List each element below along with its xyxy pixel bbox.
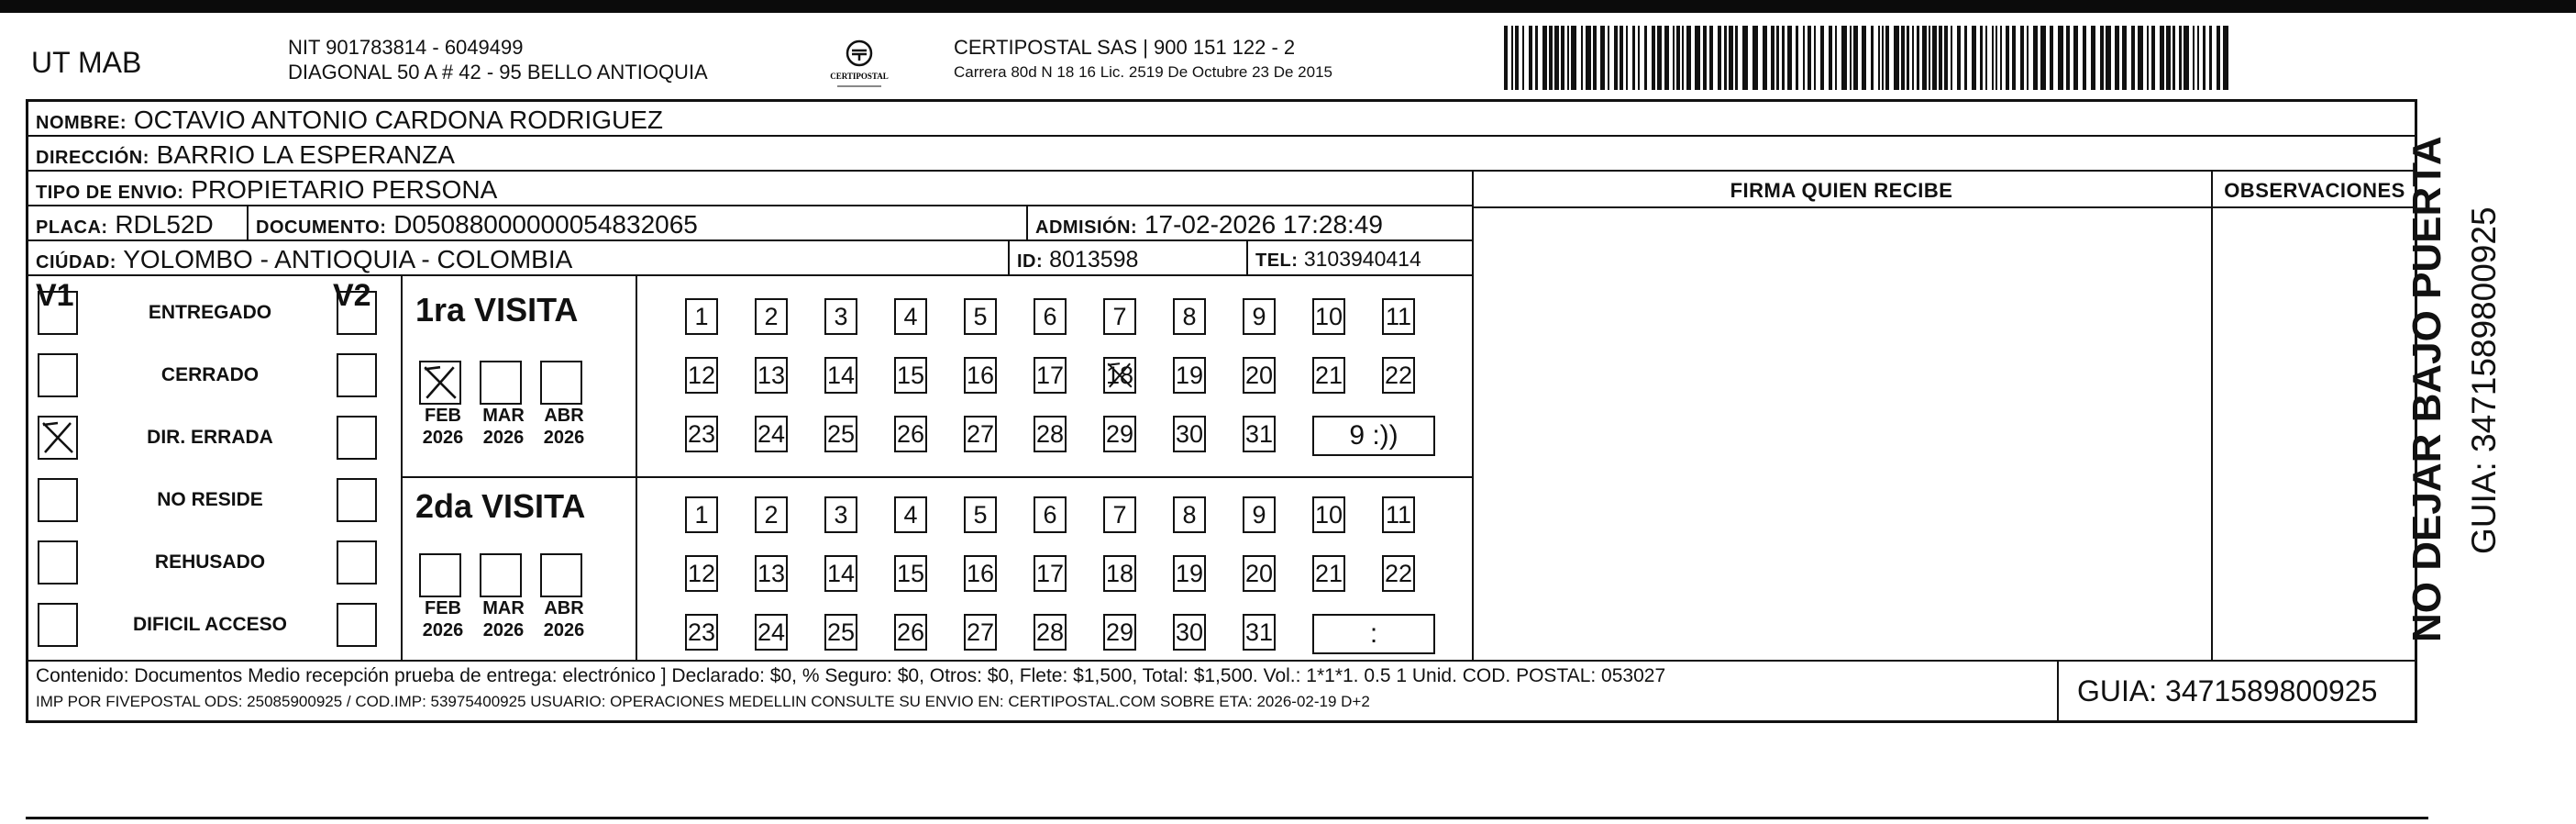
v1-checkbox[interactable] bbox=[38, 416, 78, 460]
barcode-bar bbox=[1664, 26, 1669, 90]
barcode-bar bbox=[1939, 26, 1942, 90]
day-box[interactable]: 15 bbox=[894, 357, 927, 394]
day-box[interactable]: 26 bbox=[894, 614, 927, 651]
barcode-bar bbox=[1703, 26, 1707, 90]
month-label bbox=[476, 405, 531, 449]
direccion-value: BARRIO LA ESPERANZA bbox=[156, 140, 455, 169]
day-box[interactable]: 13 bbox=[755, 555, 788, 592]
bottom-rule bbox=[26, 817, 2428, 819]
barcode-bar bbox=[1652, 26, 1655, 90]
barcode-bar bbox=[2193, 26, 2195, 90]
barcode-bar bbox=[2203, 26, 2206, 90]
barcode-bar bbox=[2083, 26, 2086, 90]
barcode-bar bbox=[2066, 26, 2070, 90]
barcode-bar bbox=[1657, 26, 1662, 90]
v2-checkbox[interactable] bbox=[337, 540, 377, 585]
divider bbox=[1472, 206, 2416, 208]
barcode-bar bbox=[2091, 26, 2095, 90]
barcode-bar bbox=[2122, 26, 2127, 90]
direccion-row bbox=[28, 137, 2416, 172]
barcode-bar bbox=[1709, 26, 1713, 90]
barcode-bar bbox=[1853, 26, 1858, 90]
barcode-bar bbox=[2050, 26, 2053, 90]
admision-value: 17-02-2026 17:28:49 bbox=[1144, 210, 1383, 239]
day-box[interactable]: 30 bbox=[1173, 416, 1206, 452]
barcode-bar bbox=[2197, 26, 2199, 90]
divider bbox=[1008, 241, 1010, 276]
barcode-bar bbox=[2184, 26, 2189, 90]
barcode-bar bbox=[2027, 26, 2029, 90]
barcode-bar bbox=[1535, 26, 1538, 90]
month-name: ABR bbox=[544, 406, 584, 426]
barcode-bar bbox=[1682, 26, 1684, 90]
month-label bbox=[476, 597, 531, 641]
barcode-bar bbox=[1581, 26, 1583, 90]
month-checkbox[interactable] bbox=[540, 553, 582, 597]
month-checkbox[interactable] bbox=[480, 361, 522, 405]
day-box[interactable]: 27 bbox=[964, 614, 997, 651]
ciudad-field bbox=[36, 245, 572, 274]
nombre-row bbox=[28, 102, 2416, 137]
barcode-bar bbox=[1554, 26, 1559, 90]
tel-field bbox=[1255, 247, 1421, 272]
day-box[interactable]: 23 bbox=[685, 416, 718, 452]
barcode-bar bbox=[1850, 26, 1852, 90]
day-box[interactable]: 21 bbox=[1312, 555, 1345, 592]
barcode-bar bbox=[2147, 26, 2149, 90]
courier-line: CERTIPOSTAL SAS | 900 151 122 - 2 bbox=[954, 36, 1296, 59]
day-box[interactable]: 17 bbox=[1034, 555, 1067, 592]
day-box[interactable]: 21 bbox=[1312, 357, 1345, 394]
barcode-bar bbox=[1620, 26, 1623, 90]
day-box[interactable]: 14 bbox=[824, 357, 857, 394]
divider bbox=[2211, 172, 2213, 660]
admision-field bbox=[1035, 210, 1383, 239]
barcode-bar bbox=[2172, 26, 2175, 90]
day-box[interactable]: 5 bbox=[964, 496, 997, 533]
id-label: ID: bbox=[1017, 251, 1044, 272]
day-box[interactable]: 23 bbox=[685, 614, 718, 651]
day-box[interactable]: 2 bbox=[755, 496, 788, 533]
divider bbox=[401, 476, 1472, 478]
day-box[interactable]: 29 bbox=[1103, 416, 1136, 452]
divider bbox=[247, 206, 249, 241]
month-name: ABR bbox=[544, 598, 584, 618]
v1-checkbox[interactable] bbox=[38, 291, 78, 335]
id-value: 8013598 bbox=[1049, 247, 1139, 273]
barcode-bar bbox=[2100, 26, 2104, 90]
month-year: 2026 bbox=[422, 428, 464, 448]
barcode-bar bbox=[1878, 26, 1880, 90]
barcode-bar bbox=[2217, 26, 2220, 90]
placa-value: RDL52D bbox=[115, 210, 214, 239]
status-option-label: REHUSADO bbox=[154, 551, 266, 573]
v1-checkbox[interactable] bbox=[38, 478, 78, 522]
check-mark-icon bbox=[421, 362, 459, 403]
barcode-bar bbox=[1996, 26, 1997, 90]
day-box[interactable]: 5 bbox=[964, 298, 997, 335]
barcode-bar bbox=[2033, 26, 2038, 90]
barcode-bar bbox=[1814, 26, 1816, 90]
day-box[interactable]: 18 bbox=[1103, 357, 1136, 394]
day-box[interactable]: 3 bbox=[824, 298, 857, 335]
second-visit-time[interactable]: : bbox=[1312, 614, 1435, 654]
nombre-value: OCTAVIO ANTONIO CARDONA RODRIGUEZ bbox=[133, 106, 663, 134]
barcode-bar bbox=[2073, 26, 2078, 90]
v2-checkbox[interactable] bbox=[337, 416, 377, 460]
tipo-value: PROPIETARIO PERSONA bbox=[191, 175, 498, 204]
observaciones-header: OBSERVACIONES bbox=[2224, 179, 2405, 202]
day-box[interactable]: 26 bbox=[894, 416, 927, 452]
barcode-bar bbox=[1929, 26, 1930, 90]
status-option-label: DIR. ERRADA bbox=[147, 427, 273, 448]
status-option-label: NO RESIDE bbox=[157, 489, 263, 510]
day-box[interactable]: 16 bbox=[964, 357, 997, 394]
license-line: Carrera 80d N 18 16 Lic. 2519 De Octubre 23 De 2015 bbox=[954, 63, 1332, 81]
day-box[interactable]: 1 bbox=[685, 298, 718, 335]
month-year: 2026 bbox=[543, 428, 585, 448]
day-box[interactable]: 18 bbox=[1103, 555, 1136, 592]
day-box[interactable]: 12 bbox=[685, 555, 718, 592]
placa-field bbox=[36, 210, 214, 239]
day-box[interactable]: 15 bbox=[894, 555, 927, 592]
month-name: MAR bbox=[482, 406, 525, 426]
status-option-label: DIFICIL ACCESO bbox=[132, 614, 287, 635]
day-box[interactable]: 28 bbox=[1034, 614, 1067, 651]
barcode-bar bbox=[1522, 26, 1524, 90]
month-label bbox=[415, 405, 470, 449]
barcode-bar bbox=[1787, 26, 1792, 90]
barcode-bar bbox=[1951, 26, 1952, 90]
barcode-bar bbox=[1644, 26, 1647, 90]
barcode-bar bbox=[2106, 26, 2111, 90]
month-label bbox=[536, 597, 591, 641]
barcode-bar bbox=[1614, 26, 1618, 90]
barcode-bar bbox=[1549, 26, 1553, 90]
barcode-bar bbox=[1626, 26, 1628, 90]
barcode-bar bbox=[1763, 26, 1767, 90]
barcode-bar bbox=[1529, 26, 1532, 90]
barcode-bar bbox=[1871, 26, 1874, 90]
day-box[interactable]: 8 bbox=[1173, 298, 1206, 335]
month-label bbox=[415, 597, 470, 641]
firma-header: FIRMA QUIEN RECIBE bbox=[1730, 179, 1953, 202]
barcode-bar bbox=[1515, 26, 1519, 90]
ciudad-row bbox=[28, 241, 1472, 276]
barcode-bar bbox=[2179, 26, 2182, 90]
month-checkbox[interactable] bbox=[480, 553, 522, 597]
day-box[interactable]: 19 bbox=[1173, 555, 1206, 592]
barcode-bar bbox=[1776, 26, 1779, 90]
ciudad-label: CIÚDAD: bbox=[36, 252, 116, 273]
barcode-bar bbox=[1567, 26, 1569, 90]
day-box[interactable]: 10 bbox=[1312, 496, 1345, 533]
placa-label: PLACA: bbox=[36, 217, 108, 238]
direccion-label: DIRECCIÓN: bbox=[36, 148, 149, 168]
barcode-bar bbox=[2209, 26, 2212, 90]
barcode-bar bbox=[2040, 26, 2046, 90]
barcode-bar bbox=[1796, 26, 1798, 90]
v1-label: V1 bbox=[36, 278, 74, 313]
barcode-bar bbox=[1922, 26, 1927, 90]
barcode-bar bbox=[1907, 26, 1909, 90]
day-box[interactable]: 30 bbox=[1173, 614, 1206, 651]
divider bbox=[401, 276, 403, 660]
barcode-bar bbox=[1841, 26, 1847, 90]
barcode-bar bbox=[1917, 26, 1919, 90]
footer-contenido: Contenido: Documentos Medio recepción prueba de entrega: electrónico ] Declarado: $0, % Seguro: $0, Otros: $0, Flete: $1,500, Total: $1,500. Vol.: 1*1*1. 0.5 1 Unid. COD. POSTAL: 053027 bbox=[36, 665, 1666, 686]
barcode-bar bbox=[1638, 26, 1640, 90]
barcode-bar bbox=[1676, 26, 1680, 90]
barcode-bar bbox=[2006, 26, 2009, 90]
admision-label: ADMISIÓN: bbox=[1035, 217, 1138, 238]
footer-imp: IMP POR FIVEPOSTAL ODS: 25085900925 / COD.IMP: 53975400925 USUARIO: OPERACIONES MEDELLIN CONSULTE SU ENVIO EN: CERTIPOSTAL.COM SOBRE ETA: 2026-02-19 D+2 bbox=[36, 693, 1370, 710]
barcode-bar bbox=[2138, 26, 2143, 90]
certipostal-logo bbox=[830, 35, 889, 94]
barcode-bar bbox=[1729, 26, 1733, 90]
first-visit-time[interactable]: 9 :)) bbox=[1312, 416, 1435, 456]
courier-info bbox=[954, 35, 1332, 84]
day-box[interactable]: 4 bbox=[894, 298, 927, 335]
barcode-bar bbox=[2223, 26, 2228, 90]
divider bbox=[636, 276, 637, 660]
id-field bbox=[1017, 247, 1138, 273]
day-box[interactable]: 8 bbox=[1173, 496, 1206, 533]
barcode-bar bbox=[1835, 26, 1837, 90]
barcode-bar bbox=[1571, 26, 1576, 90]
month-year: 2026 bbox=[422, 620, 464, 640]
barcode bbox=[1504, 26, 2238, 90]
barcode-bar bbox=[1901, 26, 1905, 90]
sender-nit: NIT 901783814 - 6049499 bbox=[288, 36, 524, 59]
barcode-bar bbox=[2151, 26, 2155, 90]
day-box[interactable]: 9 bbox=[1243, 496, 1276, 533]
day-box[interactable]: 20 bbox=[1243, 555, 1276, 592]
barcode-bar bbox=[1608, 26, 1609, 90]
barcode-bar bbox=[1511, 26, 1513, 90]
day-box[interactable]: 7 bbox=[1103, 298, 1136, 335]
barcode-bar bbox=[1771, 26, 1774, 90]
barcode-bar bbox=[1829, 26, 1832, 90]
barcode-bar bbox=[1932, 26, 1937, 90]
documento-value: D05088000000054832065 bbox=[393, 210, 698, 239]
documento-field bbox=[256, 210, 698, 239]
day-box[interactable]: 10 bbox=[1312, 298, 1345, 335]
barcode-bar bbox=[1862, 26, 1866, 90]
day-box[interactable]: 3 bbox=[824, 496, 857, 533]
barcode-bar bbox=[1972, 26, 1976, 90]
day-box[interactable]: 25 bbox=[824, 416, 857, 452]
barcode-bar bbox=[1803, 26, 1805, 90]
sender-name: UT MAB bbox=[31, 46, 142, 79]
no-dejar-bajo-puerta: NO DEJAR BAJO PUERTA bbox=[2405, 136, 2449, 642]
day-box[interactable]: 11 bbox=[1382, 496, 1415, 533]
barcode-bar bbox=[1632, 26, 1635, 90]
footer-guia: GUIA: 3471589800925 bbox=[2077, 674, 2378, 707]
barcode-bar bbox=[1542, 26, 1547, 90]
barcode-bar bbox=[1912, 26, 1914, 90]
barcode-bar bbox=[1724, 26, 1727, 90]
day-box[interactable]: 24 bbox=[755, 416, 788, 452]
barcode-bar bbox=[2020, 26, 2024, 90]
barcode-bar bbox=[1808, 26, 1811, 90]
barcode-bar bbox=[2131, 26, 2135, 90]
month-name: FEB bbox=[425, 598, 461, 618]
v1-checkbox[interactable] bbox=[38, 540, 78, 585]
day-box[interactable]: 2 bbox=[755, 298, 788, 335]
barcode-bar bbox=[2115, 26, 2119, 90]
barcode-bar bbox=[1561, 26, 1564, 90]
v2-label: V2 bbox=[333, 278, 371, 313]
day-box[interactable]: 31 bbox=[1243, 614, 1276, 651]
sender-info bbox=[288, 35, 708, 84]
day-box[interactable]: 4 bbox=[894, 496, 927, 533]
day-box[interactable]: 25 bbox=[824, 614, 857, 651]
barcode-bar bbox=[1992, 26, 1994, 90]
day-box[interactable]: 7 bbox=[1103, 496, 1136, 533]
month-label bbox=[536, 405, 591, 449]
month-year: 2026 bbox=[543, 620, 585, 640]
barcode-bar bbox=[2160, 26, 2164, 90]
day-box[interactable]: 31 bbox=[1243, 416, 1276, 452]
barcode-bar bbox=[2166, 26, 2171, 90]
month-name: FEB bbox=[425, 406, 461, 426]
barcode-bar bbox=[2000, 26, 2002, 90]
placa-row bbox=[28, 206, 1472, 241]
barcode-bar bbox=[1695, 26, 1700, 90]
barcode-bar bbox=[1593, 26, 1597, 90]
barcode-bar bbox=[1686, 26, 1691, 90]
barcode-bar bbox=[1600, 26, 1605, 90]
barcode-bar bbox=[1673, 26, 1675, 90]
divider bbox=[1026, 206, 1028, 241]
day-box[interactable]: 6 bbox=[1034, 298, 1067, 335]
status-option-label: CERRADO bbox=[160, 364, 260, 385]
side-guia: GUIA: 3471589800925 bbox=[2465, 206, 2503, 554]
v1-checkbox[interactable] bbox=[38, 603, 78, 647]
status-option-label: ENTREGADO bbox=[148, 302, 272, 323]
month-year: 2026 bbox=[482, 428, 525, 448]
divider bbox=[2057, 660, 2059, 720]
day-box[interactable]: 14 bbox=[824, 555, 857, 592]
top-edge-bar bbox=[0, 0, 2576, 13]
guide-form bbox=[26, 99, 2417, 723]
day-box[interactable]: 27 bbox=[964, 416, 997, 452]
barcode-bar bbox=[1882, 26, 1884, 90]
barcode-bar bbox=[1752, 26, 1758, 90]
tel-label: TEL: bbox=[1255, 251, 1299, 271]
barcode-bar bbox=[2058, 26, 2063, 90]
barcode-bar bbox=[1944, 26, 1948, 90]
barcode-bar bbox=[1985, 26, 1987, 90]
day-box[interactable]: 17 bbox=[1034, 357, 1067, 394]
day-box[interactable]: 11 bbox=[1382, 298, 1415, 335]
day-box[interactable]: 9 bbox=[1243, 298, 1276, 335]
day-box[interactable]: 6 bbox=[1034, 496, 1067, 533]
barcode-bar bbox=[1885, 26, 1889, 90]
day-box[interactable]: 12 bbox=[685, 357, 718, 394]
day-box[interactable]: 16 bbox=[964, 555, 997, 592]
ciudad-value: YOLOMBO - ANTIOQUIA - COLOMBIA bbox=[123, 245, 573, 273]
barcode-bar bbox=[1964, 26, 1967, 90]
nombre-label: NOMBRE: bbox=[36, 113, 127, 133]
check-mark-icon bbox=[39, 418, 76, 458]
day-box[interactable]: 28 bbox=[1034, 416, 1067, 452]
month-checkbox[interactable] bbox=[540, 361, 582, 405]
day-box[interactable]: 22 bbox=[1382, 357, 1415, 394]
month-checkbox[interactable] bbox=[419, 361, 461, 405]
barcode-bar bbox=[1820, 26, 1824, 90]
sender-address: DIAGONAL 50 A # 42 - 95 BELLO ANTIOQUIA bbox=[288, 61, 708, 84]
barcode-bar bbox=[1504, 26, 1508, 90]
barcode-bar bbox=[1735, 26, 1738, 90]
v1-checkbox[interactable] bbox=[38, 353, 78, 397]
divider bbox=[1472, 172, 1474, 660]
v2-checkbox[interactable] bbox=[337, 603, 377, 647]
logo-text: CERTIPOSTAL bbox=[830, 72, 889, 81]
first-visit-title: 1ra VISITA bbox=[415, 291, 579, 328]
tipo-row bbox=[28, 172, 1472, 206]
barcode-bar bbox=[2012, 26, 2016, 90]
barcode-bar bbox=[1782, 26, 1785, 90]
check-mark-icon bbox=[1105, 359, 1134, 392]
barcode-bar bbox=[1718, 26, 1721, 90]
v2-checkbox[interactable] bbox=[337, 353, 377, 397]
second-visit-title: 2da VISITA bbox=[415, 487, 586, 525]
v2-checkbox[interactable] bbox=[337, 478, 377, 522]
v2-checkbox[interactable] bbox=[337, 291, 377, 335]
month-name: MAR bbox=[482, 598, 525, 618]
barcode-bar bbox=[1980, 26, 1983, 90]
month-year: 2026 bbox=[482, 620, 525, 640]
day-box[interactable]: 29 bbox=[1103, 614, 1136, 651]
barcode-bar bbox=[1586, 26, 1591, 90]
day-box[interactable]: 22 bbox=[1382, 555, 1415, 592]
month-checkbox[interactable] bbox=[419, 553, 461, 597]
barcode-bar bbox=[1894, 26, 1899, 90]
day-box[interactable]: 24 bbox=[755, 614, 788, 651]
barcode-bar bbox=[1957, 26, 1961, 90]
day-box[interactable]: 1 bbox=[685, 496, 718, 533]
barcode-bar bbox=[1742, 26, 1748, 90]
divider bbox=[1246, 241, 1248, 276]
tel-value: 3103940414 bbox=[1303, 247, 1421, 271]
day-box[interactable]: 13 bbox=[755, 357, 788, 394]
tipo-label: TIPO DE ENVIO: bbox=[36, 183, 184, 203]
day-box[interactable]: 20 bbox=[1243, 357, 1276, 394]
day-box[interactable]: 19 bbox=[1173, 357, 1206, 394]
documento-label: DOCUMENTO: bbox=[256, 217, 387, 238]
